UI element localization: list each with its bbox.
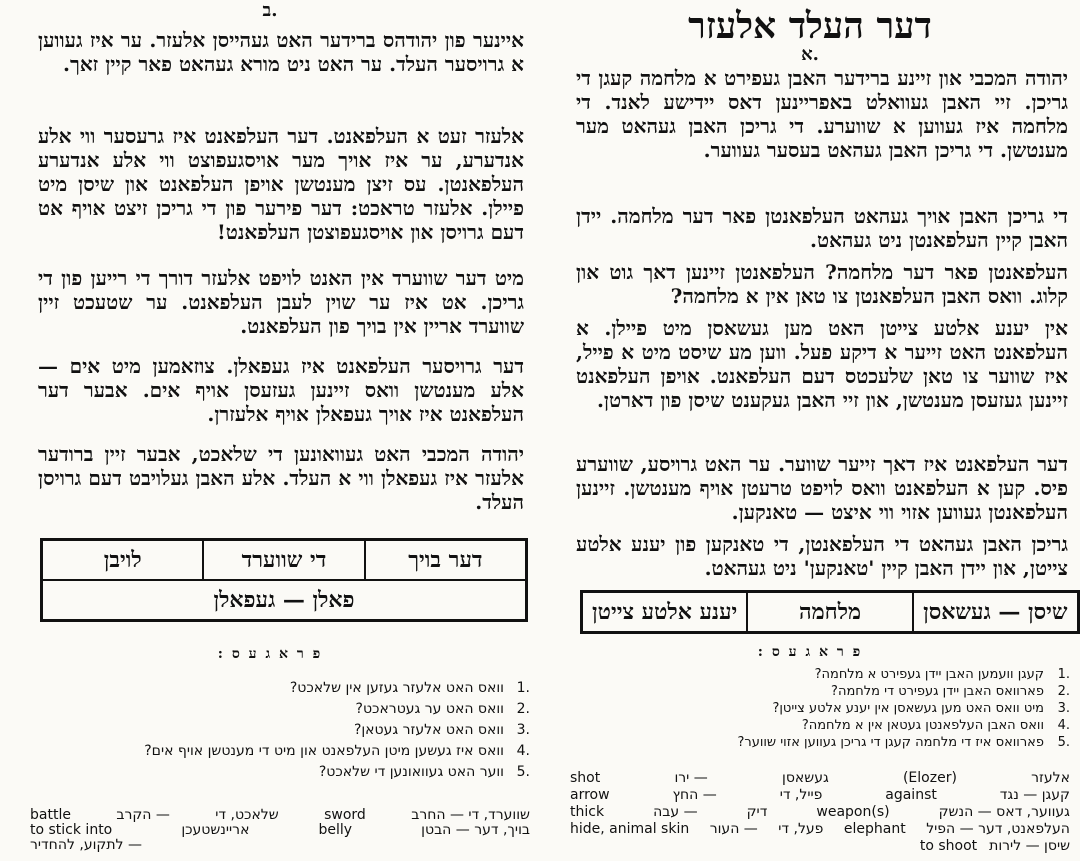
- glossary-english: elephant: [843, 821, 906, 837]
- glossary-english: belly: [318, 822, 353, 838]
- glossary-yiddish: פעל, די: [778, 821, 824, 837]
- glossary-english: sword: [324, 807, 366, 823]
- glossary-yiddish: דיק: [746, 804, 768, 820]
- question-item: [60, 762, 530, 783]
- vocab-table: [580, 590, 1080, 634]
- glossary-hebrew: — לתקוע, להחדיר: [30, 837, 142, 853]
- glossary-english: against: [885, 787, 937, 803]
- glossary-english: battle: [30, 807, 71, 823]
- question-text: פארוואס האבן יידן געפירט די מלחמה?: [831, 684, 1044, 699]
- paragraph: גריכן האבן געהאט די העלפאנטן, די טאנקען פון יענע אלטע צייטן, און יידן האבן קיין 'טאנקען' ניט געהאט.: [576, 532, 1068, 580]
- questions-list: [600, 666, 1070, 751]
- right-page: [540, 0, 1080, 861]
- paragraph: די גריכן האבן אויך געהאט העלפאנטן פאר דער מלחמה. יידן האבן קיין העלפאנטן ניט געהאט.: [576, 204, 1068, 252]
- glossary-row: [570, 821, 1070, 838]
- glossary-english: shot: [570, 770, 601, 786]
- questions-label: פ ר א ג ע ס :: [757, 644, 863, 660]
- paragraph: דער העלפאנט איז דאך זייער שווער. ער האט גרויסע, שווערע פיס. קען א העלפאנט וואס לויפט טרעטן אויף מענטשן. זיינען העלפאנטן געווען אזוי ווי איצט — טאנקען.: [576, 452, 1068, 524]
- glossary-yiddish: העלפאנט, דער — הפיל: [926, 821, 1070, 837]
- glossary-yiddish: שיסן — לירות: [989, 838, 1070, 854]
- glossary-row: [570, 838, 1070, 855]
- glossary-english: to shoot: [919, 838, 978, 854]
- question-number: 1.: [1057, 667, 1070, 682]
- vocab-cell: פאלן — געפאלן: [42, 580, 526, 620]
- glossary-row: [570, 804, 1070, 821]
- glossary-hebrew: — העור: [709, 821, 758, 837]
- question-number: 4.: [1057, 718, 1070, 733]
- glossary-yiddish: אריינשטעכן: [181, 822, 250, 838]
- glossary-yiddish: שווערד, די — החרב: [411, 807, 530, 823]
- paragraph: דער גרויסער העלפאנט איז געפאלן. צוזאמען מיט אים — אלע מענטשן וואס זיינען געזעסן אויף אים. אבער דער העלפאנט איז אויך געפאלן אויף אלעזרן.: [38, 354, 524, 426]
- vocab-cell: דער בויך: [365, 540, 526, 580]
- vocab-cell: די שווערד: [203, 540, 364, 580]
- paragraph: אין יענע אלטע צייטן האט מען געשאסן מיט פיילן. א העלפאנט האט זייער א דיקע פעל. ווען מע שיסט מיט א פייל, איז שווער צו טאן שלעכטס דעם העלפאנט. אויפן העלפאנט זיינען געזעסן מענטשן, און זיי האבן געקענט שיסן פון דארטן.: [576, 316, 1068, 412]
- question-item: [60, 741, 530, 762]
- glossary-english: weapon(s): [816, 804, 890, 820]
- glossary-english: hide, animal skin: [570, 821, 690, 837]
- question-text: וואס האט אלעזר געזען אין שלאכט?: [289, 680, 504, 696]
- glossary-hebrew: — עבה: [653, 804, 698, 820]
- glossary-hebrew: — ירו: [674, 770, 708, 786]
- section-number: ב.: [262, 0, 278, 21]
- paragraph: העלפאנטן פאר דער מלחמה? העלפאנטן זיינען דאך גוט און קלוג. וואס האבן העלפאנטן צו טאן אין א מלחמה?: [576, 260, 1068, 308]
- section-number: א.: [801, 44, 819, 65]
- glossary-row: [30, 808, 530, 823]
- questions-list: [60, 678, 530, 783]
- question-number: 3.: [516, 722, 530, 738]
- question-number: 5.: [516, 764, 530, 780]
- question-text: מיט וואס האט מען געשאסן אין יענע אלטע צייטן?: [772, 701, 1044, 716]
- paragraph: מיט דער שווערד אין האנט לויפט אלעזר דורך די רייען פון די גריכן. אט איז ער שוין לעבן העלפאנט. ער שטעכט זיין שווערד אריין אין בויך פון העלפאנט.: [38, 266, 524, 338]
- paragraph: יהודה המכבי און זיינע ברידער האבן געפירט א מלחמה קעגן די גריכן. זיי האבן געוואלט באפריינען דאס יידישע לאנד. די מלחמה איז געווען א שווערע. די גריכן האבן געהאט מער מענטשן. די גריכן האבן געהאט בעסער געווער.: [576, 66, 1068, 162]
- question-text: פארוואס איז די מלחמה קעגן די גריכן געווען אזוי שווער?: [737, 735, 1044, 750]
- glossary-english: to stick into: [30, 822, 113, 838]
- paragraph: אלעזר זעט א העלפאנט. דער העלפאנט איז גרעסער ווי אלע אנדערע, ער איז אויך מער אויסגעפוצט ווי אלע אנדערע העלפאנטן. עס זיצן מענטשן אויפן העלפאנט און שיסן מיט פיילן. אלעזר טראכט: דער פירער פון די גריכן זיצט אויף אט דעם גרויסן און אויסגעפוצטן העלפאנט!: [38, 124, 524, 244]
- glossary-yiddish: בויך, דער — הבטן: [421, 822, 530, 838]
- question-item: [600, 683, 1070, 700]
- question-item: [60, 720, 530, 741]
- glossary-row: [570, 787, 1070, 804]
- glossary-hebrew: — הקרב: [116, 807, 170, 823]
- question-text: קעגן וועמען האבן יידן געפירט א מלחמה?: [814, 667, 1044, 682]
- question-item: [60, 678, 530, 699]
- question-item: [600, 734, 1070, 751]
- question-number: 3.: [1057, 701, 1070, 716]
- paragraph: איינער פון יהודהס ברידער האט געהייסן אלעזר. ער איז געווען א גרויסער העלד. ער האט ניט מורא געהאט פאר קיין זאך.: [38, 28, 524, 76]
- question-text: וואס האט ער געטראכט?: [355, 701, 504, 717]
- question-text: וואס האבן העלפאנטן געטאן אין א מלחמה?: [801, 718, 1044, 733]
- question-number: 2.: [1057, 684, 1070, 699]
- glossary-yiddish: געשאסן: [782, 770, 829, 786]
- question-item: [600, 700, 1070, 717]
- question-item: [600, 666, 1070, 683]
- glossary-english: (Elozer): [902, 770, 957, 786]
- question-number: 5.: [1057, 735, 1070, 750]
- glossary-row: [570, 770, 1070, 787]
- question-text: וואס איז געשען מיטן העלפאנט און מיט די מענטשן אויף אים?: [144, 743, 504, 759]
- glossary-english: arrow: [570, 787, 610, 803]
- glossary-row: [30, 823, 530, 838]
- questions-label: פ ר א ג ע ס :: [217, 646, 323, 662]
- glossary-hebrew: — החץ: [672, 787, 717, 803]
- glossary: [570, 770, 1070, 855]
- question-number: 2.: [516, 701, 530, 717]
- glossary-yiddish: פייל, די: [779, 787, 823, 803]
- vocab-cell: שיסן — געשאסן: [913, 592, 1078, 632]
- vocab-cell: לויבן: [42, 540, 203, 580]
- question-number: 1.: [516, 680, 530, 696]
- glossary-yiddish: געווער, דאס — הנשק: [938, 804, 1070, 820]
- vocab-cell: יענע אלטע צייטן: [582, 592, 747, 632]
- glossary-yiddish: אלעזר: [1031, 770, 1070, 786]
- question-item: [60, 699, 530, 720]
- question-text: ווער האט געוואונען די שלאכט?: [318, 764, 504, 780]
- question-item: [600, 717, 1070, 734]
- vocab-table: [40, 538, 528, 622]
- glossary-yiddish: קעגן — נגד: [999, 787, 1070, 803]
- vocab-cell: מלחמה: [747, 592, 912, 632]
- story-title: דער העלד אלעזר: [688, 5, 932, 47]
- glossary-english: thick: [570, 804, 605, 820]
- question-number: 4.: [516, 743, 530, 759]
- glossary-row: [30, 838, 530, 853]
- glossary-yiddish: שלאכט, די: [215, 807, 279, 823]
- glossary: [30, 808, 530, 853]
- question-text: וואס האט אלעזר געטאן?: [353, 722, 504, 738]
- paragraph: יהודה המכבי האט געוואונען די שלאכט, אבער זיין ברודער אלעזר איז געפאלן ווי א העלד. אלע האבן געלויבט דעם גרויסן העלד.: [38, 442, 524, 514]
